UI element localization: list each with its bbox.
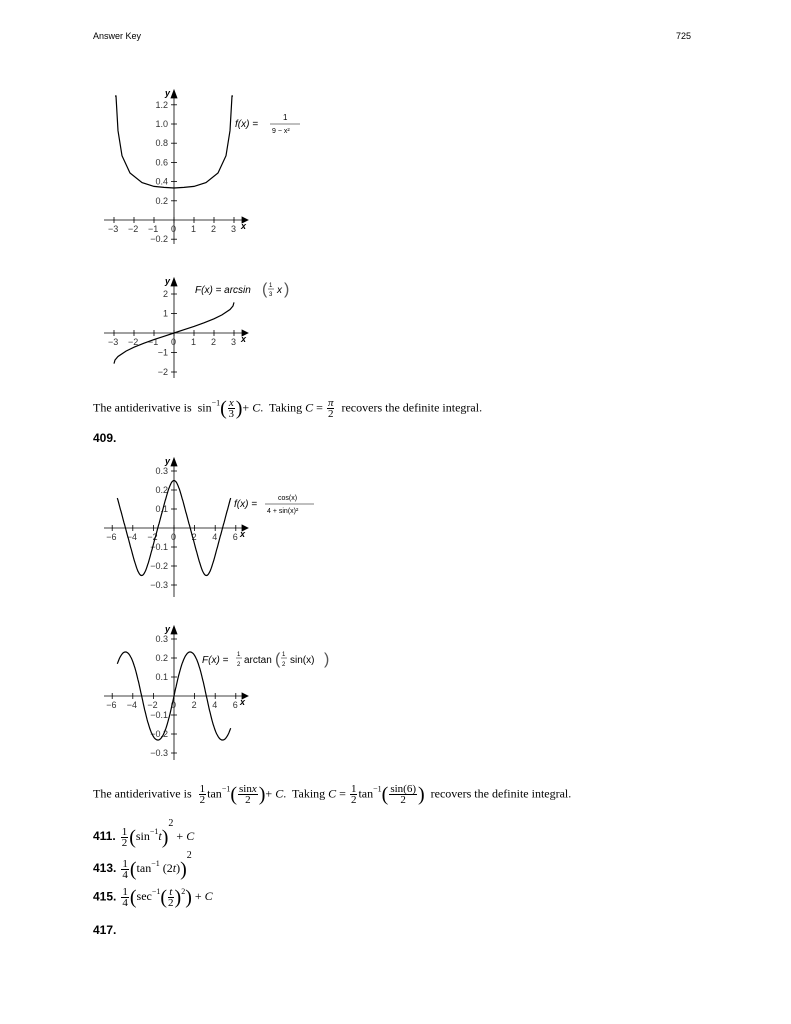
svg-text:(: ( — [275, 651, 281, 668]
x-tick-label: 0 — [171, 224, 177, 234]
x-tick-label: −6 — [106, 700, 117, 710]
plot-F-arctan — [90, 620, 340, 765]
svg-text:): ) — [284, 281, 290, 298]
x-tick-label: −2 — [128, 224, 139, 234]
y-tick-label: −0.1 — [150, 542, 168, 552]
x-tick-label: 6 — [232, 532, 238, 542]
svg-text:cos(x): cos(x) — [278, 495, 298, 502]
y-tick-label: 0.1 — [155, 504, 168, 514]
x-tick-label: 2 — [211, 337, 217, 347]
x-tick-label: −1 — [148, 337, 159, 347]
y-tick-label: −0.3 — [150, 580, 168, 590]
y-tick-label: 2 — [162, 289, 168, 299]
x-tick-label: 4 — [212, 532, 218, 542]
x-tick-label: 2 — [191, 700, 197, 710]
svg-text:1: 1 — [269, 283, 273, 289]
antiderivative-line-2: The antiderivative is $\frac{1}{2}$ $\tan^{-1}$( $\frac{\sin x}{2}$ )+ C. Taking C = $\frac{1}{2}$ $\tan^{-1}$( $\frac{\sin(6)}{2}$ ) recovers the definite integral. — [93, 783, 572, 806]
x-tick-label: 2 — [211, 224, 217, 234]
plot-F-arcsin — [90, 272, 320, 387]
answer-413: 413. $\frac{1}{4}$ ($\tan^{-1}$ (2t))$^2$ — [93, 850, 192, 881]
y-tick-label: 0.3 — [155, 466, 168, 476]
x-tick-label: −2 — [128, 337, 139, 347]
y-tick-label: 1 — [162, 308, 168, 319]
y-axis-label: y — [165, 276, 171, 286]
svg-text:sin(x): sin(x) — [290, 655, 315, 666]
y-tick-label: −0.3 — [150, 748, 168, 758]
page-number: 725 — [676, 31, 692, 41]
x-axis-label: x — [241, 334, 247, 344]
svg-text:1: 1 — [237, 652, 241, 658]
x-tick-label: −3 — [108, 224, 119, 234]
problem-409-label: 409. — [93, 431, 117, 445]
x-tick-label: 4 — [212, 700, 218, 710]
x-tick-label: 0 — [171, 337, 177, 347]
x-tick-label: 3 — [231, 337, 237, 347]
y-tick-label: −0.2 — [150, 234, 168, 245]
y-tick-label: 1.0 — [155, 119, 168, 129]
x-axis-label: x — [240, 697, 246, 707]
x-tick-label: −6 — [106, 532, 117, 542]
plot-f-inverse-sqrt — [90, 84, 320, 254]
svg-text:): ) — [324, 651, 330, 668]
svg-text:arctan: arctan — [244, 655, 272, 666]
y-tick-label: 1.2 — [155, 99, 168, 110]
y-tick-label: 0.3 — [155, 634, 168, 644]
y-tick-label: −0.1 — [150, 710, 168, 720]
antiderivative-line-1: The antiderivative is $\sin^{-1}$( $\frac{x}{3}$ )+ C. Taking C = $\frac{\pi}{2}$ recovers the definite integral. — [93, 397, 483, 420]
svg-text:F(x) =: F(x) = — [202, 655, 229, 666]
x-axis-label: x — [241, 221, 247, 231]
x-tick-label: 6 — [232, 700, 238, 710]
y-tick-label: 0.2 — [155, 653, 168, 663]
legend-F-arctan — [202, 651, 329, 668]
x-tick-label: 1 — [191, 224, 197, 234]
y-tick-label: 0.2 — [155, 195, 168, 206]
legend-F — [195, 281, 289, 298]
x-tick-label: −4 — [126, 700, 138, 710]
answer-411: 411. $\frac{1}{2}$ $(\sin^{-1}t)^2 + C$ — [93, 818, 195, 849]
svg-text:2: 2 — [282, 662, 286, 668]
y-tick-label: −1 — [157, 347, 168, 358]
svg-text:4 + sin(x)²: 4 + sin(x)² — [267, 508, 299, 515]
svg-text:F(x) = arcsin: F(x) = arcsin — [195, 285, 251, 296]
running-header-left: Answer Key — [93, 31, 142, 41]
x-tick-label: 2 — [191, 532, 197, 542]
svg-text:1: 1 — [283, 113, 288, 122]
y-arrow — [171, 458, 177, 466]
y-axis-label: y — [165, 88, 171, 98]
y-tick-label: −0.2 — [150, 729, 168, 739]
svg-text:x: x — [277, 285, 282, 296]
y-axis-label: y — [165, 624, 171, 634]
y-tick-label: 0.1 — [155, 672, 168, 682]
x-tick-label: 0 — [171, 532, 177, 542]
y-tick-label: 0.4 — [155, 176, 168, 187]
svg-text:(: ( — [262, 281, 268, 298]
x-tick-label: −4 — [126, 532, 138, 542]
x-tick-label: 0 — [171, 700, 177, 710]
svg-text:f(x) =: f(x) = — [235, 119, 259, 130]
y-axis-label: y — [165, 456, 171, 466]
y-tick-label: 0.6 — [155, 157, 168, 168]
legend-f-cos — [234, 495, 314, 515]
svg-text:9 − x²: 9 − x² — [272, 128, 290, 135]
x-tick-label: −1 — [148, 224, 159, 234]
y-arrow — [171, 278, 177, 286]
answer-415: 415. $\frac{1}{4}$ ($\sec^{-1}$( $\frac{t}{2}$ )$^2$) + C — [93, 886, 213, 909]
y-tick-label: −2 — [157, 367, 168, 377]
x-tick-label: 3 — [231, 224, 237, 234]
x-tick-label: −2 — [147, 700, 158, 710]
plot-f-cos — [90, 452, 340, 602]
svg-text:2: 2 — [237, 662, 241, 668]
legend-f — [235, 113, 300, 135]
x-tick-label: −2 — [147, 532, 158, 542]
x-tick-label: −3 — [108, 337, 119, 347]
y-tick-label: −0.2 — [150, 561, 168, 571]
y-arrow — [171, 90, 177, 98]
svg-text:f(x) =: f(x) = — [234, 499, 258, 510]
y-tick-label: 0.8 — [155, 138, 168, 149]
svg-text:1: 1 — [282, 652, 286, 658]
x-axis-label: x — [240, 529, 246, 539]
svg-text:3: 3 — [269, 292, 273, 298]
y-arrow — [171, 626, 177, 634]
problem-417-label: 417. — [93, 923, 117, 937]
x-tick-label: 1 — [191, 337, 197, 347]
y-tick-label: 0.2 — [155, 485, 168, 495]
